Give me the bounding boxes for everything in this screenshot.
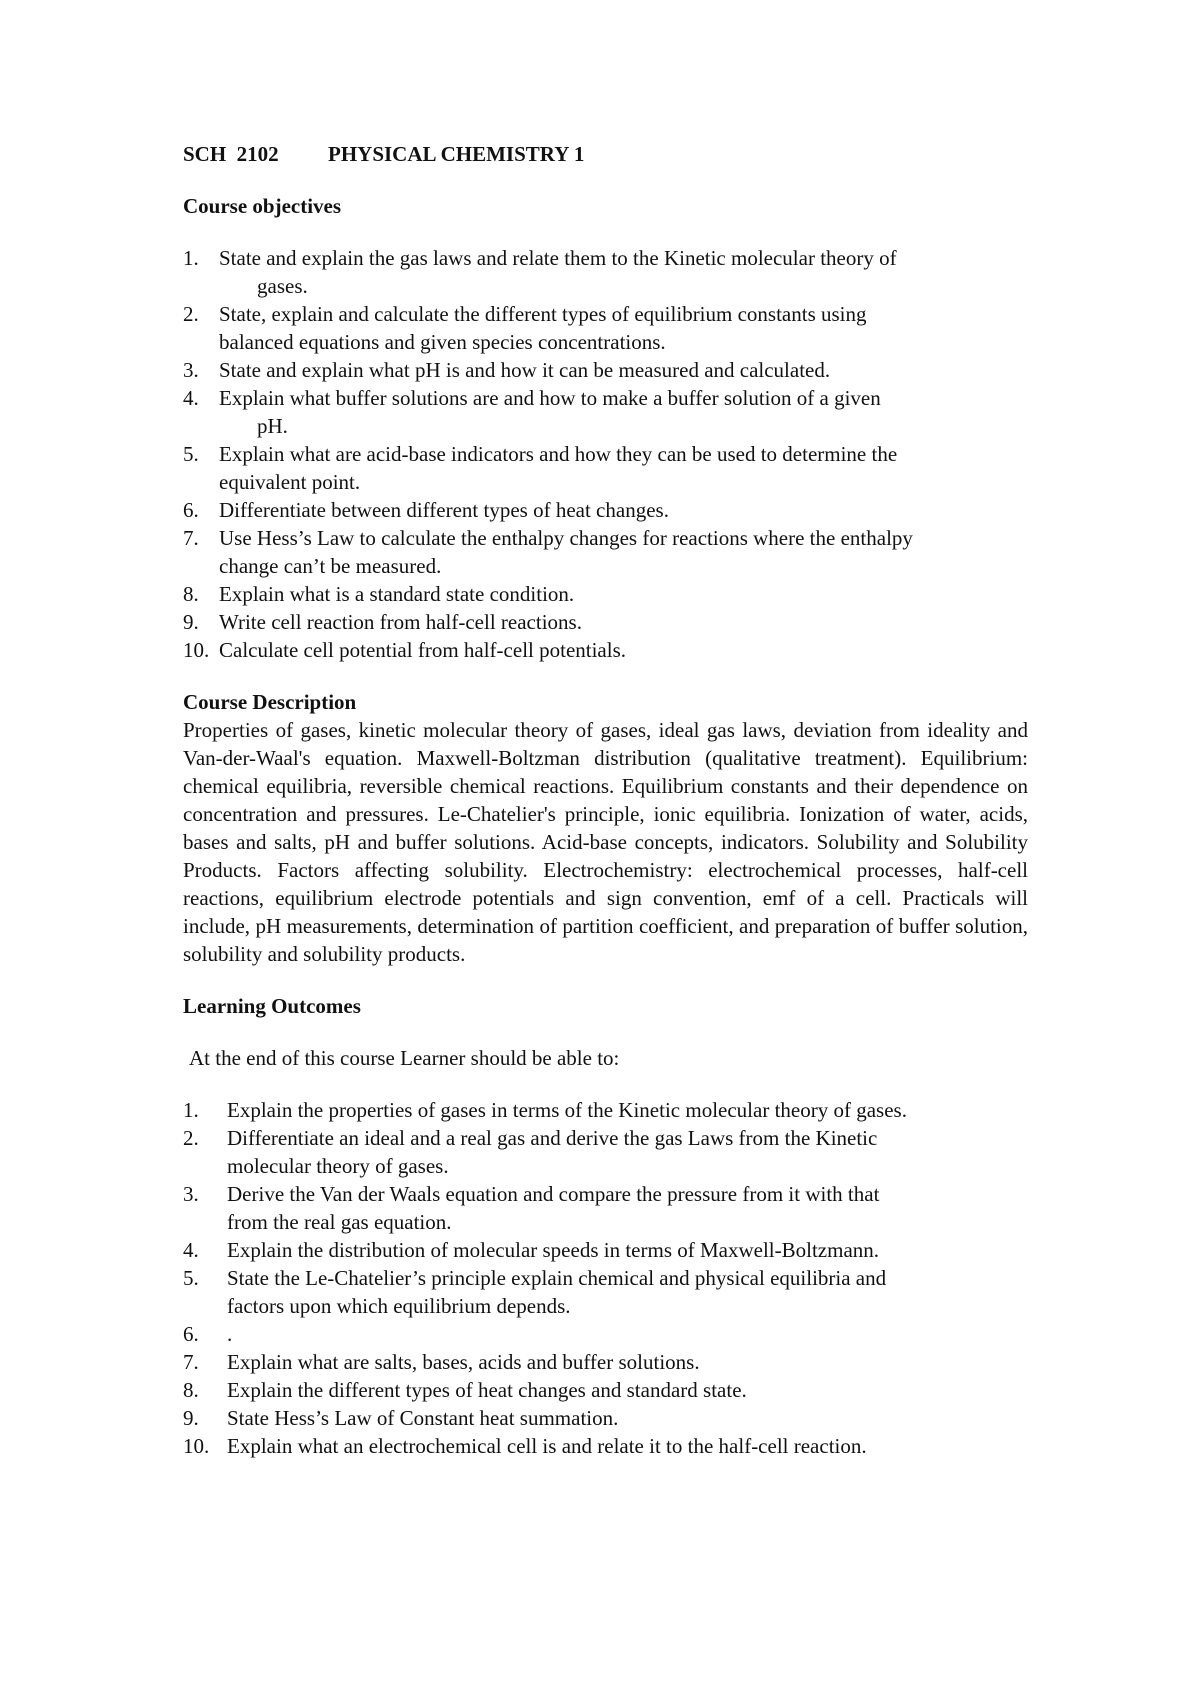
list-item-text (227, 1180, 1028, 1236)
list-item-number: 10. (183, 638, 210, 662)
list-item-line: balanced equations and given species concentrations. (219, 330, 666, 354)
list-item-number: 10. (183, 1434, 210, 1458)
list-item-line: Write cell reaction from half-cell reactions. (219, 610, 582, 634)
objectives-heading: Course objectives (183, 194, 342, 218)
list-item-number: 9. (183, 610, 199, 634)
list-item-line: pH. (257, 414, 288, 438)
list-item-line: State Hess’s Law of Constant heat summation. (227, 1406, 619, 1430)
outcome-item (183, 1264, 1028, 1320)
objective-item (183, 244, 1028, 300)
list-item-line: . (227, 1322, 233, 1346)
outcome-item (183, 1236, 1028, 1264)
objective-item (183, 440, 1028, 496)
objective-item (183, 356, 1028, 384)
list-item-number: 3. (183, 358, 199, 382)
list-item-line: factors upon which equilibrium depends. (227, 1294, 571, 1318)
objective-item (183, 496, 1028, 524)
objectives-list (183, 244, 1028, 664)
list-item-number: 5. (183, 1266, 199, 1290)
list-item-line: State and explain the gas laws and relate them to the Kinetic molecular theory of (219, 246, 897, 270)
list-item-line: Explain the properties of gases in terms of the Kinetic molecular theory of gases. (227, 1098, 907, 1122)
list-item-text (227, 1096, 1028, 1124)
list-item-line: equivalent point. (219, 470, 361, 494)
list-item-number: 4. (183, 1238, 199, 1262)
objective-item (183, 300, 1028, 356)
list-item-text (219, 580, 1028, 608)
list-item-text (227, 1320, 1028, 1348)
list-item-number: 1. (183, 246, 199, 270)
list-item-text (227, 1264, 1028, 1320)
list-item-text (219, 524, 1028, 580)
outcome-item (183, 1432, 1028, 1460)
list-item-number: 8. (183, 1378, 199, 1402)
outcomes-heading: Learning Outcomes (183, 994, 361, 1018)
objective-item (183, 524, 1028, 580)
list-item-text (227, 1348, 1028, 1376)
outcome-item (183, 1124, 1028, 1180)
course-name: PHYSICAL CHEMISTRY 1 (328, 142, 585, 166)
list-item-text (219, 636, 1028, 664)
list-item-number: 7. (183, 526, 199, 550)
description-text: Properties of gases, kinetic molecular theory of gases, ideal gas laws, deviation from ideality and Van-der-Waal's equation. Maxwell-Boltzman distribution (qualitative treatment). Equilibrium: chemical equilibria, reversible chemical reactions. Equilibrium constants and their dependence on concentration and pressures. Le-Chatelier's principle, ionic equilibria. Ionization of water, acids, bases and salts, pH and buffer solutions. Acid-base concepts, indicators. Solubility and Solubility Products. Factors affecting solubility. Electrochemistry: electrochemical processes, half-cell reactions, equilibrium electrode potentials and sign convention, emf of a cell. Practicals will include, pH measurements, determination of partition coefficient, and preparation of buffer solution, solubility and solubility products. (183, 718, 1028, 966)
list-item-text (219, 356, 1028, 384)
list-item-number: 6. (183, 498, 199, 522)
list-item-line: Differentiate an ideal and a real gas and derive the gas Laws from the Kinetic (227, 1126, 878, 1150)
list-item-line: State the Le-Chatelier’s principle explain chemical and physical equilibria and (227, 1266, 887, 1290)
list-item-line: from the real gas equation. (227, 1210, 452, 1234)
list-item-number: 5. (183, 442, 199, 466)
list-item-line: Explain the different types of heat changes and standard state. (227, 1378, 747, 1402)
list-item-text (227, 1236, 1028, 1264)
list-item-line: Explain what is a standard state condition. (219, 582, 575, 606)
list-item-text (219, 608, 1028, 636)
list-item-line: change can’t be measured. (219, 554, 442, 578)
outcome-item (183, 1376, 1028, 1404)
list-item-number: 2. (183, 302, 199, 326)
list-item-line: Explain what are acid-base indicators and how they can be used to determine the (219, 442, 898, 466)
outcome-item (183, 1404, 1028, 1432)
document-page (183, 140, 1028, 1460)
objective-item (183, 580, 1028, 608)
list-item-line: Explain what are salts, bases, acids and buffer solutions. (227, 1350, 700, 1374)
outcome-item (183, 1348, 1028, 1376)
list-item-number: 3. (183, 1182, 199, 1206)
list-item-line: gases. (257, 274, 308, 298)
list-item-text (219, 496, 1028, 524)
outcome-item (183, 1180, 1028, 1236)
objective-item (183, 636, 1028, 664)
description-heading: Course Description (183, 690, 357, 714)
list-item-line: Use Hess’s Law to calculate the enthalpy changes for reactions where the enthalpy (219, 526, 913, 550)
list-item-number: 1. (183, 1098, 199, 1122)
list-item-text (219, 440, 1028, 496)
list-item-line: State, explain and calculate the different types of equilibrium constants using (219, 302, 867, 326)
list-item-text (227, 1404, 1028, 1432)
list-item-text (227, 1432, 1028, 1460)
list-item-line: Explain the distribution of molecular speeds in terms of Maxwell-Boltzmann. (227, 1238, 880, 1262)
list-item-text (219, 384, 1028, 440)
course-code: SCH 2102 (183, 142, 279, 166)
outcome-item (183, 1320, 1028, 1348)
list-item-text (227, 1376, 1028, 1404)
list-item-number: 4. (183, 386, 199, 410)
list-item-number: 9. (183, 1406, 199, 1430)
list-item-number: 8. (183, 582, 199, 606)
objective-item (183, 608, 1028, 636)
course-title (183, 140, 1028, 168)
list-item-text (219, 300, 1028, 356)
outcome-item (183, 1096, 1028, 1124)
list-item-number: 2. (183, 1126, 199, 1150)
list-item-line: Explain what buffer solutions are and how to make a buffer solution of a given (219, 386, 881, 410)
list-item-number: 6. (183, 1322, 199, 1346)
list-item-line: Explain what an electrochemical cell is and relate it to the half-cell reaction. (227, 1434, 867, 1458)
list-item-line: Differentiate between different types of heat changes. (219, 498, 669, 522)
outcomes-list (183, 1096, 1028, 1460)
outcomes-intro: At the end of this course Learner should be able to: (189, 1046, 620, 1070)
list-item-line: State and explain what pH is and how it can be measured and calculated. (219, 358, 831, 382)
list-item-line: Derive the Van der Waals equation and compare the pressure from it with that (227, 1182, 880, 1206)
list-item-number: 7. (183, 1350, 199, 1374)
list-item-line: molecular theory of gases. (227, 1154, 449, 1178)
list-item-line: Calculate cell potential from half-cell potentials. (219, 638, 627, 662)
list-item-text (219, 244, 1028, 300)
objective-item (183, 384, 1028, 440)
list-item-text (227, 1124, 1028, 1180)
